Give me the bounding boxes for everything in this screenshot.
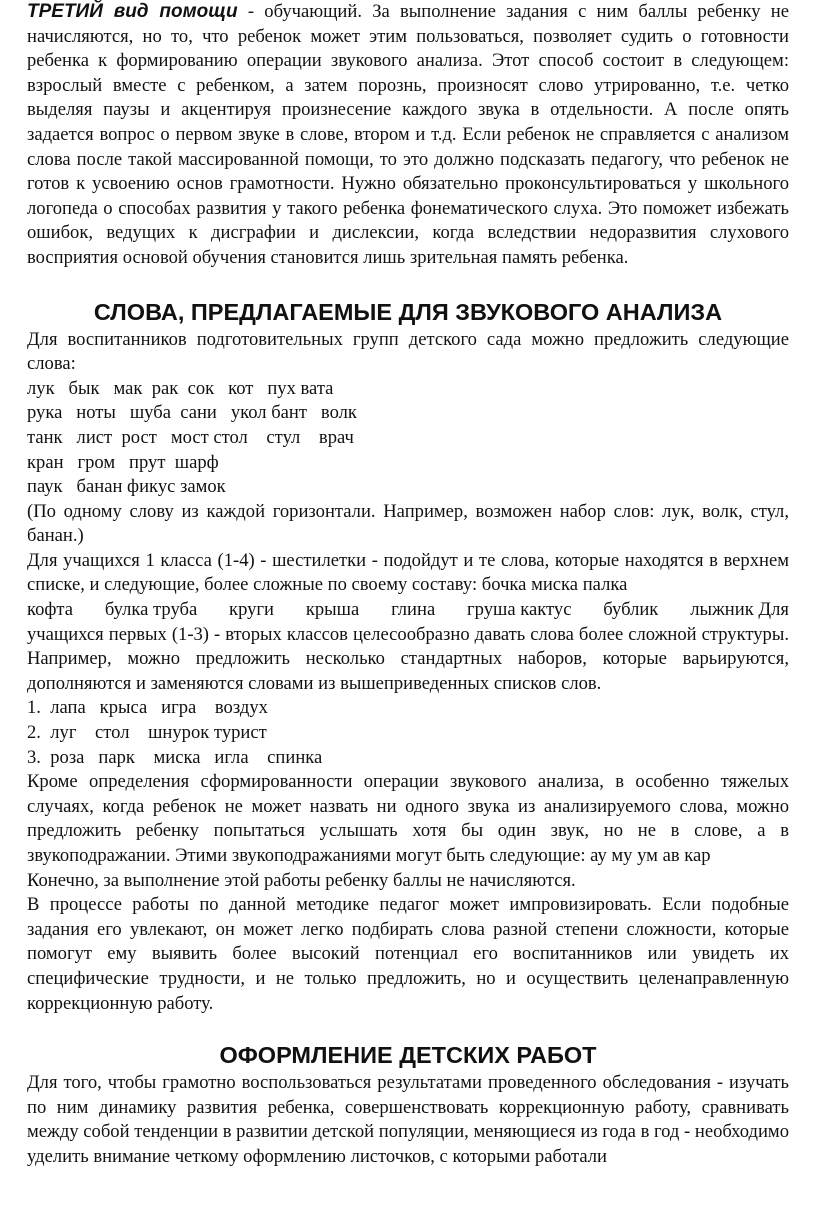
word-row: кран гром прут шарф <box>27 451 219 473</box>
grade-word: груша кактус <box>467 599 572 621</box>
word-row: паук банан фикус замок <box>27 476 226 498</box>
first-grade-paragraph: Для учащихся 1 класса (1-4) - шестилетки - подойдут и те слова, которые находятся в верхнем списке, и следующие, более сложные по своему составу: бочка миска палка <box>27 549 789 596</box>
word-list <box>27 377 789 500</box>
grade-word: глина <box>391 599 436 621</box>
design-paragraph: Для того, чтобы грамотно воспользоваться результатами проведенного обследования - изучать по ним динамику развития ребенка, совершенствовать коррекционную работу, сравнивать между собой тенденции в развитии детской популяции, меняющиеся из года в год - необходимо уделить внимание четкому оформлению листочков, с которыми работали <box>27 1072 789 1167</box>
grade-word: лыжник Для <box>690 599 789 621</box>
numbered-sets <box>27 696 789 770</box>
grade-word: крыша <box>305 599 360 621</box>
section-design-title: ОФОРМЛЕНИЕ ДЕТСКИХ РАБОТ <box>219 1042 597 1069</box>
intro-text: - обучающий. За выполнение задания с ним баллы ребенку не начисляются, но то, что ребенок может этим пользоваться, позволяет судить о готовности ребенка к формированию операции звукового анализа. Этот способ состоит в следующем: взрослый вместе с ребенком, а затем порознь, произносят слово утрированно, т.е. четко выделяя паузы и акцентируя произнесение каждого звука в отдельности. А после опять задается вопрос о первом звуке в слове, втором и т.д. Если ребенок не справляется с анализом слова после такой массированной помощи, то это должно подсказать педагогу, что ребенок не готов к усвоению основ грамотности. Нужно обязательно проконсультироваться у школьного логопеда о способах развития у такого ребенка фонематического слуха. Это поможет избежать ошибок, ведущих к дисграфии и дислексии, когда вследствии недоразвития слухового восприятия основой обучения становится лишь зрительная память ребенка. <box>27 1 789 268</box>
no-points-note: Конечно, за выполнение этой работы ребенку баллы не начисляются. <box>27 869 576 891</box>
grade-word: кофта <box>27 599 74 621</box>
word-row: лук бык мак рак сок кот пух вата <box>27 377 334 399</box>
document-page <box>27 0 789 1170</box>
word-row: танк лист рост мост стол стул врач <box>27 426 354 448</box>
intro-paragraph <box>27 0 789 271</box>
improvise-paragraph: В процессе работы по данной методике педагог может импровизировать. Если подобные задания его увлекают, он может легко подбирать слова разной степени сложности, которые помогут ему выявить более высокий потенциал его воспитанников или увидеть их специфические трудности, и не только предложить, но и осуществить целенаправленную коррекционную работу. <box>27 894 789 1014</box>
grade-word: круги <box>229 599 275 621</box>
numbered-set: 3. роза парк миска игла спинка <box>27 746 323 768</box>
example-note: (По одному слову из каждой горизонтали. Например, возможен набор слов: лук, волк, стул, банан.) <box>27 500 789 547</box>
second-grade-paragraph: учащихся первых (1-3) - вторых классов целесообразно давать слова более сложной структуры. Например, можно предложить несколько стандартных наборов, которые варьируются, дополняются и заменяются словами из вышеприведенных списков слов. <box>27 623 789 694</box>
words-intro: Для воспитанников подготовительных групп детского сада можно предложить следующие слова: <box>27 328 789 375</box>
onomatopoeia-paragraph: Кроме определения сформированности операции звукового анализа, в особенно тяжелых случаях, когда ребенок не может назвать ни одного звука из анализируемого слова, можно предложить ребенку попытаться услышать хотя бы один звук, но не в слове, а в звукоподражании. Этими звукоподражаниями могут быть следующие: ау му ум ав кар <box>27 771 789 866</box>
numbered-set: 1. лапа крыса игра воздух <box>27 697 268 719</box>
section-words-title: СЛОВА, ПРЕДЛАГАЕМЫЕ ДЛЯ ЗВУКОВОГО АНАЛИЗА <box>93 298 723 325</box>
word-row: рука ноты шуба сани укол бант волк <box>27 402 357 424</box>
intro-lead: ТРЕТИЙ вид помощи <box>27 1 238 22</box>
first-grade-words <box>27 598 789 623</box>
numbered-set: 2. луг стол шнурок турист <box>27 722 267 744</box>
grade-word: бублик <box>603 599 659 621</box>
grade-word: булка труба <box>104 599 198 621</box>
